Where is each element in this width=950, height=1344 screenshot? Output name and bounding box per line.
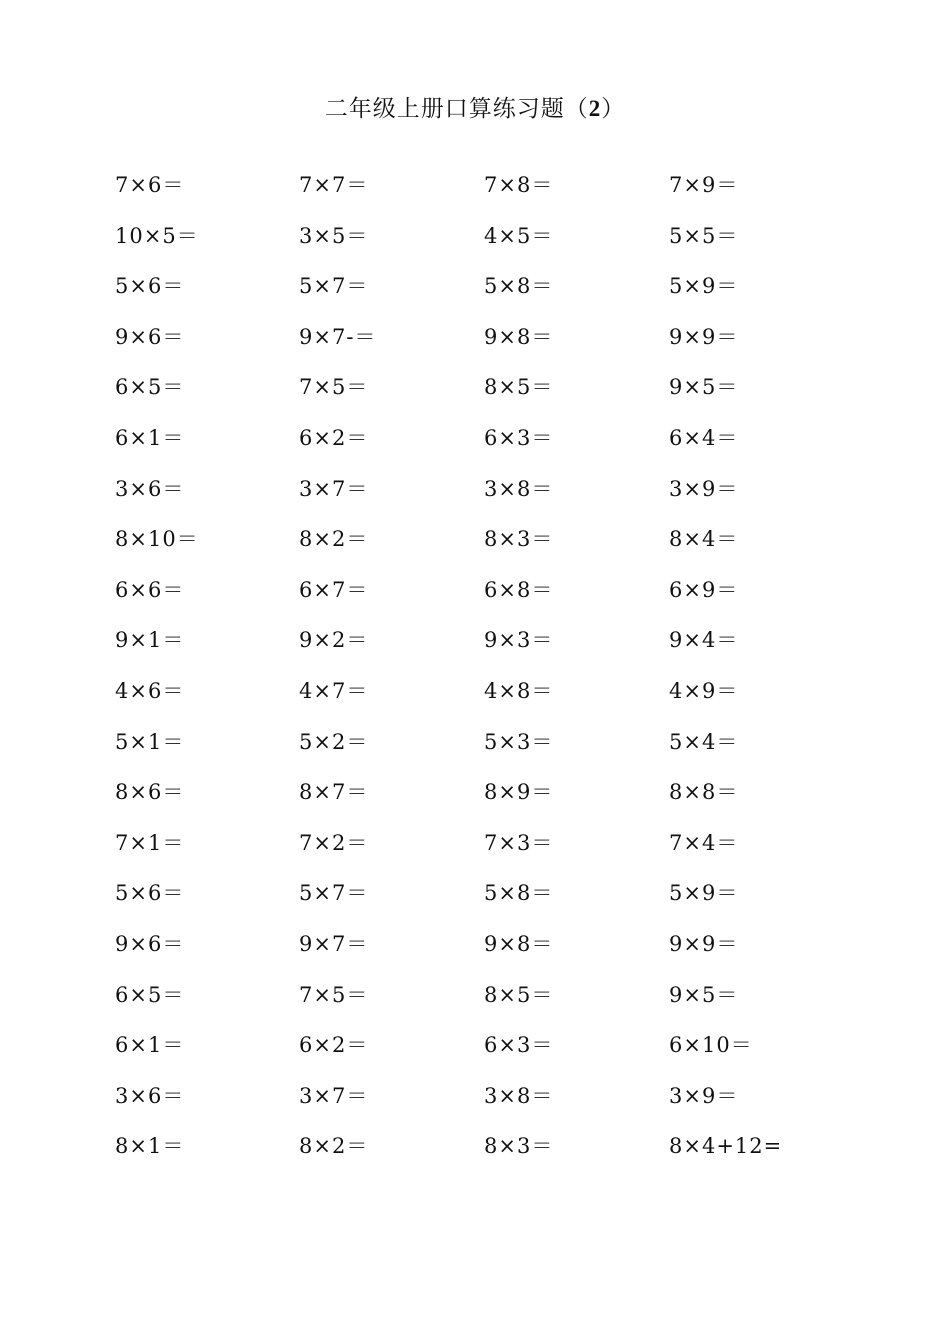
problem-row	[0, 625, 950, 655]
problem-item: 9×7＝	[299, 932, 369, 956]
problem-item: 6×1＝	[115, 426, 185, 450]
problem-item: 7×4＝	[669, 830, 739, 855]
problem-item: 5×3＝	[484, 729, 554, 754]
problem-item: 5×5＝	[669, 223, 739, 248]
problem-row	[0, 878, 950, 908]
problem-item: 6×8＝	[484, 577, 554, 602]
problem-row	[0, 372, 950, 402]
problem-item: 8×6＝	[115, 780, 185, 805]
problem-item: 3×8＝	[484, 476, 554, 501]
problem-item: 4×9＝	[669, 679, 739, 703]
problem-row	[0, 221, 950, 251]
problem-item: 7×9＝	[669, 173, 739, 197]
problem-item: 6×5＝	[115, 375, 185, 400]
problem-item: 5×4＝	[669, 729, 739, 754]
problem-item: 8×2＝	[299, 1134, 369, 1159]
problem-item: 9×2＝	[299, 628, 369, 653]
problem-item: 5×7＝	[299, 274, 369, 299]
problem-item: 3×9＝	[669, 476, 739, 501]
problem-item: 6×2＝	[299, 426, 369, 450]
problem-item: 6×9＝	[669, 577, 739, 602]
problem-row	[0, 1030, 950, 1060]
problem-item: 5×8＝	[484, 881, 554, 906]
problem-item: 4×5＝	[484, 223, 554, 248]
problem-item: 6×10＝	[669, 1033, 753, 1058]
problem-item: 8×2＝	[299, 527, 369, 552]
problem-item: 5×2＝	[299, 729, 369, 754]
problem-item: 8×7＝	[299, 780, 369, 805]
problem-item: 10×5＝	[115, 223, 199, 248]
problem-item: 3×6＝	[115, 476, 185, 501]
problem-item: 8×4+12=	[669, 1134, 783, 1159]
problem-row	[0, 980, 950, 1010]
problem-row	[0, 727, 950, 757]
problem-item: 5×6＝	[115, 274, 185, 299]
problem-item: 7×8＝	[484, 173, 554, 197]
problem-item: 8×3＝	[484, 527, 554, 552]
problem-item: 8×1＝	[115, 1134, 185, 1159]
problem-item: 6×5＝	[115, 982, 185, 1007]
problem-row	[0, 474, 950, 504]
problem-item: 9×9＝	[669, 932, 739, 956]
problem-item: 5×7＝	[299, 881, 369, 906]
problem-item: 4×7＝	[299, 679, 369, 703]
problem-item: 4×8＝	[484, 679, 554, 703]
problem-row	[0, 1131, 950, 1161]
problem-row	[0, 1081, 950, 1111]
problem-item: 9×1＝	[115, 628, 185, 653]
problem-item: 4×6＝	[115, 679, 185, 703]
problem-item: 6×4＝	[669, 426, 739, 450]
problem-item: 3×6＝	[115, 1083, 185, 1108]
problem-row	[0, 271, 950, 301]
problem-item: 6×3＝	[484, 1033, 554, 1058]
problem-row	[0, 524, 950, 554]
page-title-close: ）	[601, 96, 626, 122]
problem-item: 8×10＝	[115, 527, 199, 552]
problem-item: 5×8＝	[484, 274, 554, 299]
problem-item: 6×6＝	[115, 577, 185, 602]
problem-item: 9×5＝	[669, 375, 739, 400]
problem-item: 8×8＝	[669, 780, 739, 805]
problem-item: 9×6＝	[115, 324, 185, 349]
problem-item: 8×3＝	[484, 1134, 554, 1159]
problem-row	[0, 828, 950, 858]
problem-item: 7×3＝	[484, 830, 554, 855]
problem-row	[0, 423, 950, 453]
problem-item: 6×3＝	[484, 426, 554, 450]
problem-item: 8×4＝	[669, 527, 739, 552]
problem-row	[0, 929, 950, 959]
problem-item: 6×7＝	[299, 577, 369, 602]
problem-item: 7×2＝	[299, 830, 369, 855]
problem-item: 5×9＝	[669, 881, 739, 906]
problem-item: 9×8＝	[484, 324, 554, 349]
problem-item: 3×8＝	[484, 1083, 554, 1108]
problem-item: 9×8＝	[484, 932, 554, 956]
problem-item: 7×6＝	[115, 173, 185, 197]
problem-item: 8×5＝	[484, 375, 554, 400]
problem-row	[0, 322, 950, 352]
problem-item: 8×5＝	[484, 982, 554, 1007]
problem-item: 7×7＝	[299, 173, 369, 197]
problem-item: 6×2＝	[299, 1033, 369, 1058]
problem-item: 9×6＝	[115, 932, 185, 956]
problem-item: 6×1＝	[115, 1033, 185, 1058]
problem-item: 9×5＝	[669, 982, 739, 1007]
problem-item: 5×1＝	[115, 729, 185, 754]
problem-item: 9×3＝	[484, 628, 554, 653]
problem-row	[0, 170, 950, 200]
problem-item: 3×7＝	[299, 1083, 369, 1108]
problem-item: 3×7＝	[299, 476, 369, 501]
problem-item: 9×9＝	[669, 324, 739, 349]
problem-row	[0, 575, 950, 605]
problem-row	[0, 676, 950, 706]
problem-item: 7×1＝	[115, 830, 185, 855]
problem-item: 3×5＝	[299, 223, 369, 248]
problem-row	[0, 777, 950, 807]
problem-item: 8×9＝	[484, 780, 554, 805]
page-title-number: 2	[588, 96, 602, 121]
problem-item: 9×4＝	[669, 628, 739, 653]
problem-item: 9×7-＝	[299, 324, 377, 349]
problem-item: 5×6＝	[115, 881, 185, 906]
problem-item: 7×5＝	[299, 982, 369, 1007]
problem-item: 3×9＝	[669, 1083, 739, 1108]
page-title-text: 二年级上册口算练习题（	[324, 96, 589, 122]
problem-item: 7×5＝	[299, 375, 369, 400]
problem-item: 5×9＝	[669, 274, 739, 299]
